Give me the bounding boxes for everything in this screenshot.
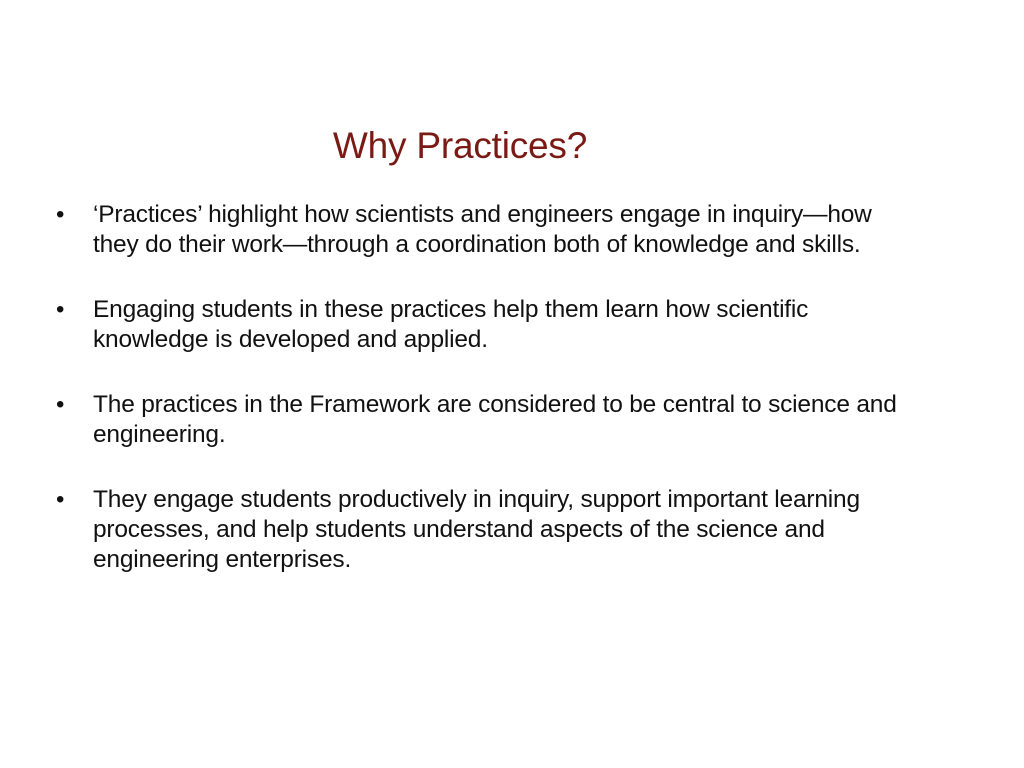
bullet-icon: • <box>56 391 65 418</box>
bullet-text: ‘Practices’ highlight how scientists and engineers engage in inquiry—how they do their work—through a coordination both of knowledge and skills. <box>93 201 872 258</box>
slide-title: Why Practices? <box>332 125 588 166</box>
bullet-icon: • <box>56 486 65 513</box>
bullet-list <box>52 200 912 610</box>
bullet-text: The practices in the Framework are considered to be central to science and engineering. <box>93 391 897 448</box>
bullet-icon: • <box>56 201 65 228</box>
bullet-item <box>52 485 912 575</box>
bullet-item <box>52 200 912 260</box>
bullet-text: They engage students productively in inquiry, support important learning processes, and help students understand aspects of the science and engineering enterprises. <box>93 486 860 573</box>
bullet-item <box>52 295 912 355</box>
bullet-text: Engaging students in these practices help them learn how scientific knowledge is developed and applied. <box>93 296 809 353</box>
bullet-icon: • <box>56 296 65 323</box>
bullet-item <box>52 390 912 450</box>
